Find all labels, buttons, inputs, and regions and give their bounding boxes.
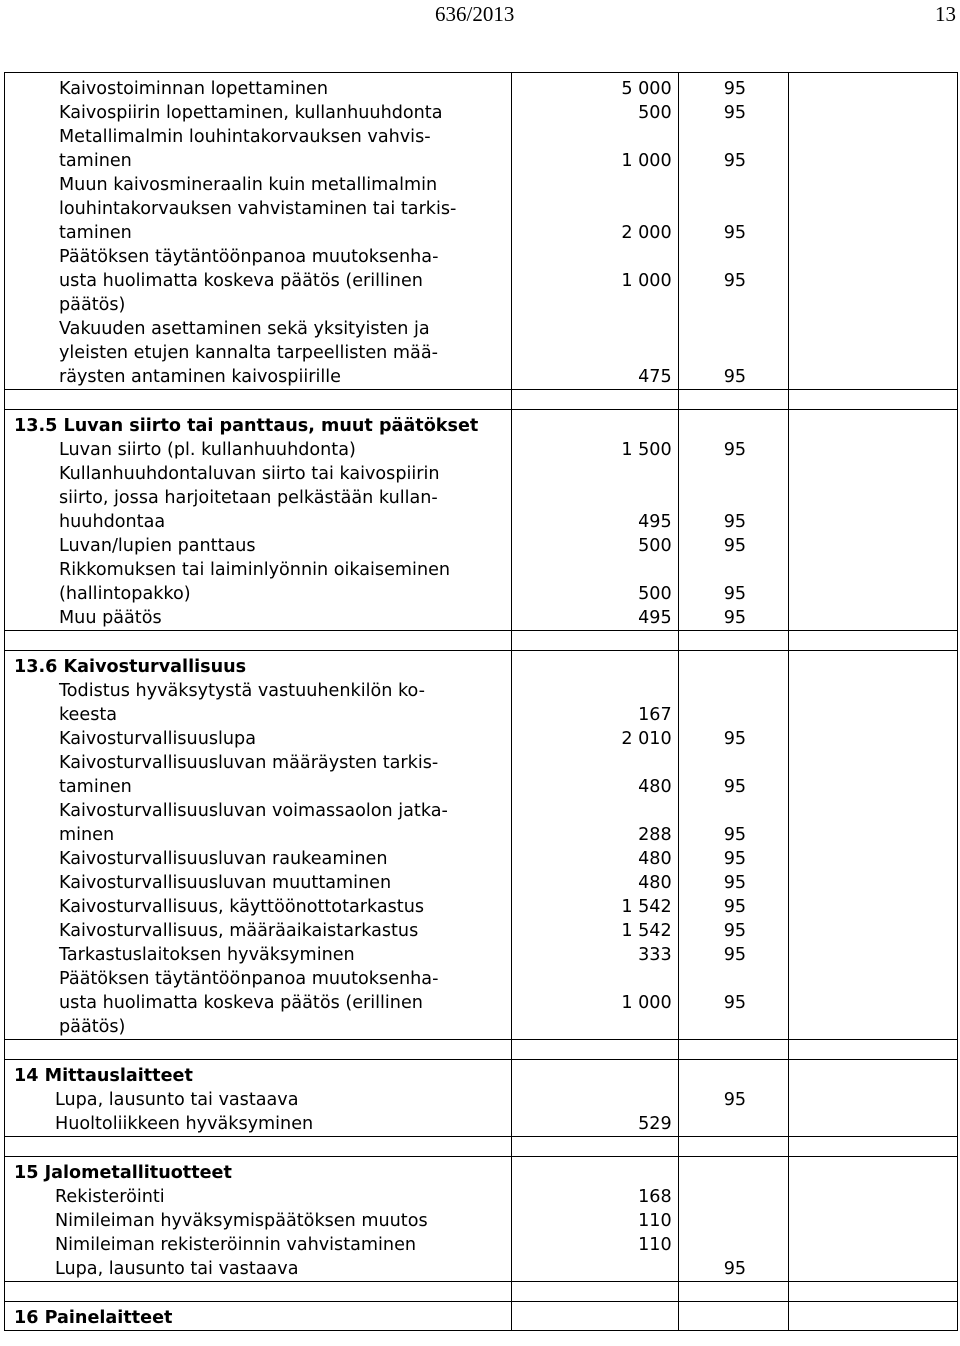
section-separator — [5, 1282, 958, 1302]
vat-cell — [678, 73, 788, 390]
fee-item-text: Kaivosturvallisuusluvan muuttaminen — [59, 873, 392, 893]
spacer-cell — [678, 631, 788, 651]
vat-percent: 95 — [723, 440, 747, 460]
fee-amount: 475 — [638, 367, 672, 387]
spacer-cell — [788, 1282, 957, 1302]
spacer-cell — [788, 1137, 957, 1157]
fee-item-text: minen — [59, 825, 115, 845]
page-header — [0, 0, 960, 40]
fee-item-text: yleisten etujen kannalta tarpeellisten mää- — [59, 343, 438, 363]
vat-percent: 95 — [723, 921, 747, 941]
blank-line — [512, 245, 672, 269]
vat-percent: 95 — [723, 873, 747, 893]
spacer-cell — [5, 1040, 512, 1060]
fee-amount: 1 542 — [621, 897, 672, 917]
fee-amount: 1 000 — [621, 271, 672, 291]
blank-line — [724, 1161, 788, 1185]
vat-percent — [724, 703, 788, 727]
vat-percent: 95 — [723, 79, 747, 99]
blank-line — [724, 245, 788, 269]
fee-item-text: räysten antaminen kaivospiirille — [59, 367, 341, 387]
blank-line — [724, 462, 788, 486]
vat-cell — [678, 1060, 788, 1137]
vat-percent: 95 — [723, 849, 747, 869]
fee-item-text: Muun kaivosmineraalin kuin metallimalmin — [59, 175, 438, 195]
fee-cell — [511, 1060, 678, 1137]
spacer-cell — [678, 390, 788, 410]
vat-percent: 95 — [723, 367, 747, 387]
blank-line — [512, 414, 672, 438]
blank-line — [724, 317, 788, 341]
section-block — [5, 1060, 958, 1137]
fee-item-text: Kaivostoiminnan lopettaminen — [59, 79, 329, 99]
fee-item-text: Kaivosturvallisuus, määräaikaistarkastus — [59, 921, 419, 941]
fee-amount: 480 — [638, 777, 672, 797]
description-cell — [5, 1302, 512, 1331]
spacer-cell — [788, 631, 957, 651]
fee-item-text: keesta — [59, 705, 118, 725]
fee-item-text: Todistus hyväksytystä vastuuhenkilön ko- — [59, 681, 425, 701]
vat-cell — [678, 410, 788, 631]
blank-line — [724, 125, 788, 149]
fee-amount: 495 — [638, 512, 672, 532]
blank-line — [724, 751, 788, 775]
fee-amount: 168 — [638, 1187, 672, 1207]
vat-cell — [678, 651, 788, 1040]
fee-item-text: päätös) — [59, 295, 126, 315]
fee-item-text: Kullanhuuhdontaluvan siirto tai kaivospiirin — [59, 464, 440, 484]
fee-amount — [512, 1257, 672, 1281]
fee-amount: 529 — [638, 1114, 672, 1134]
fee-item-text: louhintakorvauksen vahvistaminen tai tarkis- — [59, 199, 457, 219]
fee-amount: 110 — [638, 1235, 672, 1255]
description-cell — [5, 651, 512, 1040]
section-separator — [5, 390, 958, 410]
blank-line — [724, 558, 788, 582]
blank-line — [512, 341, 672, 365]
blank-line — [724, 197, 788, 221]
vat-percent: 95 — [723, 223, 747, 243]
fee-amount: 2 000 — [621, 223, 672, 243]
vat-percent: 95 — [723, 897, 747, 917]
empty-cell — [788, 1060, 957, 1137]
blank-line — [724, 679, 788, 703]
fee-cell — [511, 1157, 678, 1282]
section-separator — [5, 1040, 958, 1060]
fee-item-text: Huoltoliikkeen hyväksyminen — [55, 1114, 314, 1134]
fee-item-text: Kaivosturvallisuusluvan raukeaminen — [59, 849, 388, 869]
fee-amount: 1 500 — [621, 440, 672, 460]
section-block — [5, 73, 958, 390]
fee-item-text: siirto, jossa harjoitetaan pelkästään kullan- — [59, 488, 438, 508]
blank-line — [724, 173, 788, 197]
fee-amount: 480 — [638, 873, 672, 893]
blank-line — [512, 655, 672, 679]
spacer-cell — [511, 1040, 678, 1060]
vat-cell — [678, 1302, 788, 1331]
fee-amount: 500 — [638, 584, 672, 604]
blank-line — [512, 462, 672, 486]
fee-item-text: Vakuuden asettaminen sekä yksityisten ja — [59, 319, 430, 339]
fee-item-text: Luvan/lupien panttaus — [59, 536, 256, 556]
fee-item-text: Päätöksen täytäntöönpanoa muutoksenha- — [59, 247, 439, 267]
spacer-cell — [5, 1282, 512, 1302]
fee-item-text: taminen — [59, 223, 132, 243]
blank-line — [512, 751, 672, 775]
vat-percent: 95 — [723, 151, 747, 171]
fee-amount — [512, 1088, 672, 1112]
fee-item-text: Metallimalmin louhintakorvauksen vahvis- — [59, 127, 431, 147]
fee-amount: 110 — [638, 1211, 672, 1231]
blank-line — [512, 125, 672, 149]
blank-line — [724, 655, 788, 679]
fee-item-text: Kaivosturvallisuus, käyttöönottotarkastus — [59, 897, 425, 917]
vat-percent: 95 — [723, 777, 747, 797]
vat-percent: 95 — [723, 729, 747, 749]
section-title: 16 Painelaitteet — [14, 1308, 173, 1328]
fee-item-text: Rekisteröinti — [55, 1187, 165, 1207]
vat-percent: 95 — [723, 993, 747, 1013]
fee-amount: 1 542 — [621, 921, 672, 941]
empty-cell — [788, 1302, 957, 1331]
fee-cell — [511, 1302, 678, 1331]
vat-percent — [724, 1185, 788, 1209]
blank-line — [512, 1015, 672, 1039]
spacer-cell — [5, 631, 512, 651]
document-number: 636/2013 — [435, 2, 515, 26]
spacer-cell — [511, 390, 678, 410]
fee-cell — [511, 410, 678, 631]
blank-line — [724, 1064, 788, 1088]
empty-cell — [788, 1157, 957, 1282]
fee-amount: 167 — [638, 705, 672, 725]
fee-item-text: taminen — [59, 151, 132, 171]
vat-percent: 95 — [723, 103, 747, 123]
section-title: 13.5 Luvan siirto tai panttaus, muut päätökset — [14, 416, 479, 436]
fee-amount: 288 — [638, 825, 672, 845]
vat-percent — [724, 1112, 788, 1136]
description-cell — [5, 1060, 512, 1137]
fee-item-text: Nimileiman hyväksymispäätöksen muutos — [55, 1211, 428, 1231]
description-cell — [5, 73, 512, 390]
spacer-cell — [788, 1040, 957, 1060]
description-cell — [5, 1157, 512, 1282]
section-block — [5, 1157, 958, 1282]
blank-line — [512, 799, 672, 823]
blank-line — [724, 414, 788, 438]
fee-amount: 480 — [638, 849, 672, 869]
spacer-cell — [511, 1137, 678, 1157]
empty-cell — [788, 73, 957, 390]
fee-amount: 333 — [638, 945, 672, 965]
fee-item-text: Rikkomuksen tai laiminlyönnin oikaiseminen — [59, 560, 451, 580]
blank-line — [512, 486, 672, 510]
section-separator — [5, 1137, 958, 1157]
vat-cell — [678, 1157, 788, 1282]
fee-item-text: usta huolimatta koskeva päätös (erillinen — [59, 271, 423, 291]
fee-item-text: Nimileiman rekisteröinnin vahvistaminen — [55, 1235, 417, 1255]
fee-cell — [511, 73, 678, 390]
section-block — [5, 1302, 958, 1331]
fee-item-text: taminen — [59, 777, 132, 797]
blank-line — [512, 1064, 672, 1088]
vat-percent: 95 — [723, 825, 747, 845]
fee-amount: 1 000 — [621, 151, 672, 171]
vat-percent: 95 — [723, 536, 747, 556]
blank-line — [512, 679, 672, 703]
fee-table — [4, 72, 958, 1331]
blank-line — [512, 197, 672, 221]
spacer-cell — [5, 1137, 512, 1157]
fee-item-text: Kaivosturvallisuuslupa — [59, 729, 257, 749]
blank-line — [512, 1161, 672, 1185]
vat-percent — [724, 1233, 788, 1257]
vat-percent: 95 — [723, 608, 747, 628]
blank-line — [724, 486, 788, 510]
fee-amount: 5 000 — [621, 79, 672, 99]
vat-percent: 95 — [723, 1090, 747, 1110]
spacer-cell — [511, 631, 678, 651]
fee-item-text: Lupa, lausunto tai vastaava — [55, 1259, 299, 1279]
section-title: 13.6 Kaivosturvallisuus — [14, 657, 247, 677]
fee-amount: 500 — [638, 103, 672, 123]
fee-item-text: päätös) — [59, 1017, 126, 1037]
blank-line — [724, 799, 788, 823]
spacer-cell — [678, 1040, 788, 1060]
section-block — [5, 410, 958, 631]
empty-cell — [788, 410, 957, 631]
spacer-cell — [678, 1137, 788, 1157]
section-block — [5, 651, 958, 1040]
blank-line — [724, 293, 788, 317]
fee-amount: 495 — [638, 608, 672, 628]
vat-percent: 95 — [723, 271, 747, 291]
blank-line — [512, 317, 672, 341]
fee-item-text: Päätöksen täytäntöönpanoa muutoksenha- — [59, 969, 439, 989]
blank-line — [512, 1306, 672, 1330]
empty-cell — [788, 651, 957, 1040]
blank-line — [512, 173, 672, 197]
section-title: 15 Jalometallituotteet — [14, 1163, 232, 1183]
fee-amount: 1 000 — [621, 993, 672, 1013]
blank-line — [724, 967, 788, 991]
blank-line — [512, 558, 672, 582]
fee-item-text: Tarkastuslaitoksen hyväksyminen — [59, 945, 355, 965]
section-separator — [5, 631, 958, 651]
vat-percent — [724, 1209, 788, 1233]
description-cell — [5, 410, 512, 631]
fee-amount: 500 — [638, 536, 672, 556]
blank-line — [724, 341, 788, 365]
fee-item-text: Muu päätös — [59, 608, 162, 628]
blank-line — [724, 1015, 788, 1039]
section-title: 14 Mittauslaitteet — [14, 1066, 193, 1086]
blank-line — [512, 293, 672, 317]
blank-line — [724, 1306, 788, 1330]
vat-percent: 95 — [723, 945, 747, 965]
vat-percent: 95 — [723, 512, 747, 532]
spacer-cell — [511, 1282, 678, 1302]
fee-item-text: usta huolimatta koskeva päätös (erillinen — [59, 993, 423, 1013]
blank-line — [512, 967, 672, 991]
spacer-cell — [788, 390, 957, 410]
fee-item-text: Luvan siirto (pl. kullanhuuhdonta) — [59, 440, 356, 460]
fee-amount: 2 010 — [621, 729, 672, 749]
fee-item-text: Kaivosturvallisuusluvan määräysten tarkis- — [59, 753, 439, 773]
page-number: 13 — [935, 2, 956, 26]
fee-item-text: (hallintopakko) — [59, 584, 191, 604]
fee-item-text: Lupa, lausunto tai vastaava — [55, 1090, 299, 1110]
vat-percent: 95 — [723, 584, 747, 604]
spacer-cell — [5, 390, 512, 410]
vat-percent: 95 — [723, 1259, 747, 1279]
fee-item-text: Kaivosturvallisuusluvan voimassaolon jatka- — [59, 801, 448, 821]
fee-item-text: huuhdontaa — [59, 512, 166, 532]
fee-cell — [511, 651, 678, 1040]
spacer-cell — [678, 1282, 788, 1302]
fee-item-text: Kaivospiirin lopettaminen, kullanhuuhdonta — [59, 103, 443, 123]
